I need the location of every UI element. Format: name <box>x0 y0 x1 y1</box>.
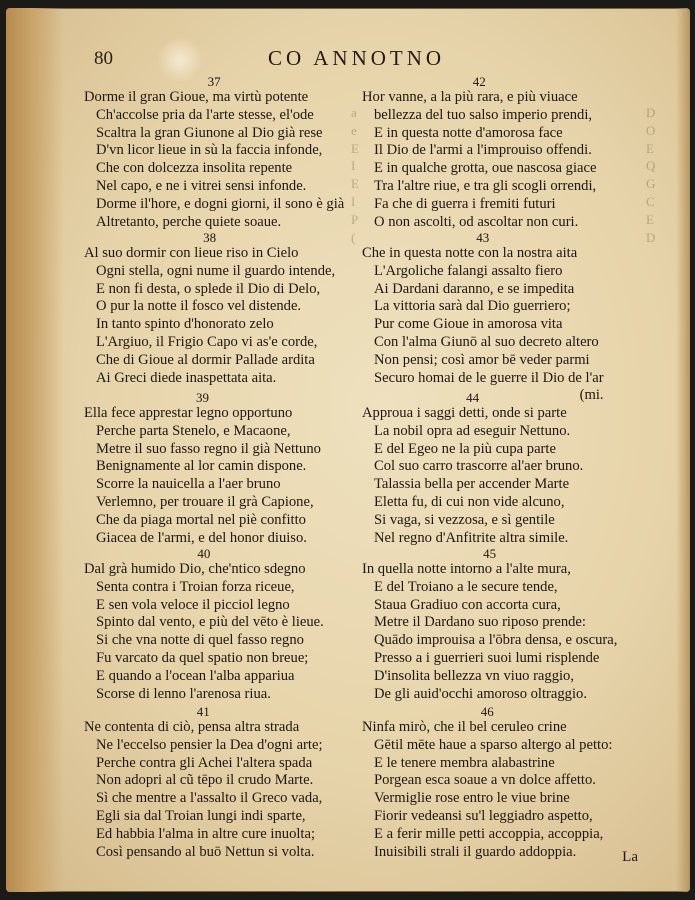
stanza-number: 46 <box>480 704 494 719</box>
verse-line: Che di Gioue al dormir Pallade ardita <box>96 351 315 368</box>
verse-line: bellezza del tuo salso imperio prendi, <box>374 106 593 123</box>
verse-line: O non ascolti, od ascoltar non curi. <box>374 213 579 230</box>
stanza-number: 43 <box>476 230 490 245</box>
verse-line: Scorre la nauicella a l'aer bruno <box>96 476 281 493</box>
verse-line: Ai Greci diede inaspettata aita. <box>96 369 277 386</box>
verse-line: Giacea de l'armi, e del honor diuiso. <box>96 529 307 546</box>
verse-line: E a ferir mille petti accoppia, accoppia, <box>374 825 604 842</box>
catchword: La <box>622 849 638 865</box>
verse-line: Che in questa notte con la nostra aita <box>362 245 578 261</box>
verse-line: Talassia bella per accender Marte <box>374 476 570 493</box>
verse-line: Vermiglie rose entro le viue brine <box>374 790 570 807</box>
verse-line: In quella notte intorno a l'alte mura, <box>362 561 571 577</box>
stanza-number: 41 <box>196 704 210 719</box>
verse-line: Dorme il gran Gioue, ma virtù potente <box>84 89 309 105</box>
verse-line: Non adopri al cũ tēpo il crudo Marte. <box>96 772 314 789</box>
stanza-42 <box>362 76 596 231</box>
verse-line: Nel regno d'Anfitrite altra simile. <box>374 529 569 546</box>
stanza-number: 44 <box>466 390 480 405</box>
verse-line: La vittoria sarà dal Dio guerriero; <box>374 298 571 315</box>
verse-line: Perche contra gli Achei l'altera spada <box>96 754 313 771</box>
verse-line: E del Troiano a le secure tende, <box>374 578 558 595</box>
verse-line: De gli auid'occhi amoroso oltraggio. <box>374 685 587 702</box>
verse-line: Ella fece apprestar legno opportuno <box>84 405 293 421</box>
verse-line: Ogni stella, ogni nume il guardo intende, <box>96 262 336 279</box>
verse-line: O pur la notte il fosco vel distende. <box>96 298 302 315</box>
verse-line: D'insolita bellezza vn viuo raggio, <box>374 667 574 684</box>
verse-line: Fa che di guerra i fremiti futuri <box>374 195 556 212</box>
verse-line: Securo homai de le guerre il Dio de l'ar <box>374 369 604 386</box>
stanza-41 <box>84 706 323 861</box>
verse-line: Senta contra i Troian forza riceue, <box>96 578 295 595</box>
verse-line: In tanto spinto d'honorato zelo <box>96 316 274 333</box>
verse-line: E le tenere membra alabastrine <box>374 754 555 771</box>
stanza-number: 38 <box>203 230 217 245</box>
verse-line: Hor vanne, a la più rara, e più viuace <box>362 89 578 105</box>
verse-line: Quādo improuisa a l'ōbra densa, e oscura, <box>374 632 618 649</box>
verse-line: Fiorir vedeansi su'l leggiadro aspetto, <box>374 807 593 824</box>
verse-line: Presso a i guerrieri suoi lumi risplende <box>374 649 600 666</box>
verse-line: Si che vna notte di quel fasso regno <box>96 632 304 649</box>
verse-line: Ninfa mirò, che il bel ceruleo crine <box>362 719 567 735</box>
stanza-45 <box>362 548 617 703</box>
verse-line: Così pensando al buō Nettun si volta. <box>96 843 315 860</box>
verse-line: Si vaga, si vezzosa, e sì gentile <box>374 511 555 528</box>
verse-line: E in questa notte d'amorosa face <box>374 124 563 141</box>
stanza-number: 45 <box>483 546 497 561</box>
verse-line: Nel capo, e ne i vitrei sensi infonde. <box>96 177 307 194</box>
running-head: CO ANNOTNO <box>268 46 446 70</box>
verse-line: Non pensi; così amor bē veder parmi <box>374 351 590 368</box>
verse-line: Dorme il'hore, e dogni giorni, il sono è già <box>96 195 345 212</box>
stanza-38 <box>84 232 335 387</box>
verse-line: La nobil opra ad eseguir Nettuno. <box>374 422 571 439</box>
verse-line: Che con dolcezza insolita repente <box>96 160 293 177</box>
verse-line: Metre il Dardano suo riposo prende: <box>374 614 586 631</box>
verse-line: E quando a l'ocean l'alba appariua <box>96 667 295 684</box>
verse-line: Egli sia dal Troian lungi indi sparte, <box>96 807 306 824</box>
verse-line: Tra l'altre riue, e tra gli scogli orrendi, <box>374 177 597 194</box>
verse-line: Fu varcato da quel spatio non breue; <box>96 649 309 666</box>
verse-line: Gētil mēte haue a sparso altergo al petto: <box>374 736 613 753</box>
verse-line: Inuisibili strali il guardo addoppia. <box>374 843 577 860</box>
verse-line: Ne l'eccelso pensier la Dea d'ogni arte; <box>96 736 323 753</box>
verse-line: L'Argiuo, il Frigio Capo vi as'e corde, <box>96 333 318 350</box>
stanza-number: 39 <box>195 390 209 405</box>
verse-line: Porgean esca soaue a vn dolce affetto. <box>374 772 596 789</box>
stanza-number: 37 <box>207 74 221 89</box>
verse-line: Metre il suo fasso regno il già Nettuno <box>96 440 321 457</box>
page-number: 80 <box>94 48 113 69</box>
verse-line: Pur come Gioue in amorosa vita <box>374 316 563 333</box>
verse-line: Che da piaga mortal nel piè confitto <box>96 511 306 528</box>
verse-line: Eletta fu, di cui non vide alcuno, <box>374 493 565 510</box>
verse-line: Ch'accolse pria da l'arte stesse, el'ode <box>96 106 314 123</box>
stanza-44 <box>362 392 583 547</box>
verse-line-continuation: (mi. <box>579 387 604 404</box>
page-header <box>6 46 690 72</box>
book-page <box>6 8 690 892</box>
verse-line: Il Dio de l'armi a l'improuiso offendi. <box>374 142 592 159</box>
verse-line: Ed habbia l'alma in altre cure inuolta; <box>96 825 316 842</box>
stanza-39 <box>84 392 321 547</box>
verse-line: Scorse di lenno l'arenosa riua. <box>96 685 271 702</box>
verse-line: Ne contenta di ciò, pensa altra strada <box>84 719 300 735</box>
verse-line: D'vn licor lieue in sù la faccia infonde, <box>96 142 323 159</box>
verse-line: Con l'alma Giunō al suo decreto altero <box>374 333 599 350</box>
binding-gutter <box>6 8 64 892</box>
verse-line: Ai Dardani daranno, e se impedita <box>374 280 575 297</box>
verse-line: Sì che mentre a l'assalto il Greco vada, <box>96 790 323 807</box>
verse-line: E non fi desta, o splede il Dio di Delo, <box>96 280 321 297</box>
verse-line: Scaltra la gran Giunone al Dio già rese <box>96 124 323 141</box>
verse-line: Al suo dormir con lieue riso in Cielo <box>84 245 299 261</box>
verse-line: E del Egeo ne la più cupa parte <box>374 440 556 457</box>
stanza-number: 40 <box>197 546 211 561</box>
stanza-40 <box>84 548 324 703</box>
show-through-text: a e E I E I P ( <box>351 105 359 245</box>
verse-line: Perche parta Stenelo, e Macaone, <box>96 422 291 439</box>
verse-line: Benignamente al lor camin dispone. <box>96 458 307 475</box>
verse-line: Altretanto, perche quiete soaue. <box>96 213 282 230</box>
verse-line: Spinto dal vento, e più del vēto è lieue. <box>96 614 324 631</box>
verse-line: Dal grà humido Dio, che'ntico sdegno <box>84 561 306 577</box>
stanza-46 <box>362 706 612 861</box>
show-through-text: D O E Q G C E D <box>646 105 656 245</box>
verse-line: E in qualche grotta, oue nascosa giace <box>374 160 597 177</box>
verse-line: Approua i saggi detti, onde si parte <box>362 405 567 421</box>
stanza-37 <box>84 76 344 231</box>
verse-line: Verlemno, per trouare il grà Capione, <box>96 493 314 510</box>
stanza-number: 42 <box>472 74 486 89</box>
page-edge-shadow <box>676 8 690 892</box>
verse-line: Col suo carro trascorre al'aer bruno. <box>374 458 584 475</box>
verse-line: E sen vola veloce il picciol legno <box>96 596 290 613</box>
verse-line: L'Argoliche falangi assalto fiero <box>374 262 563 279</box>
verse-line: Staua Gradiuo con accorta cura, <box>374 596 561 613</box>
stanza-43 <box>362 232 604 405</box>
